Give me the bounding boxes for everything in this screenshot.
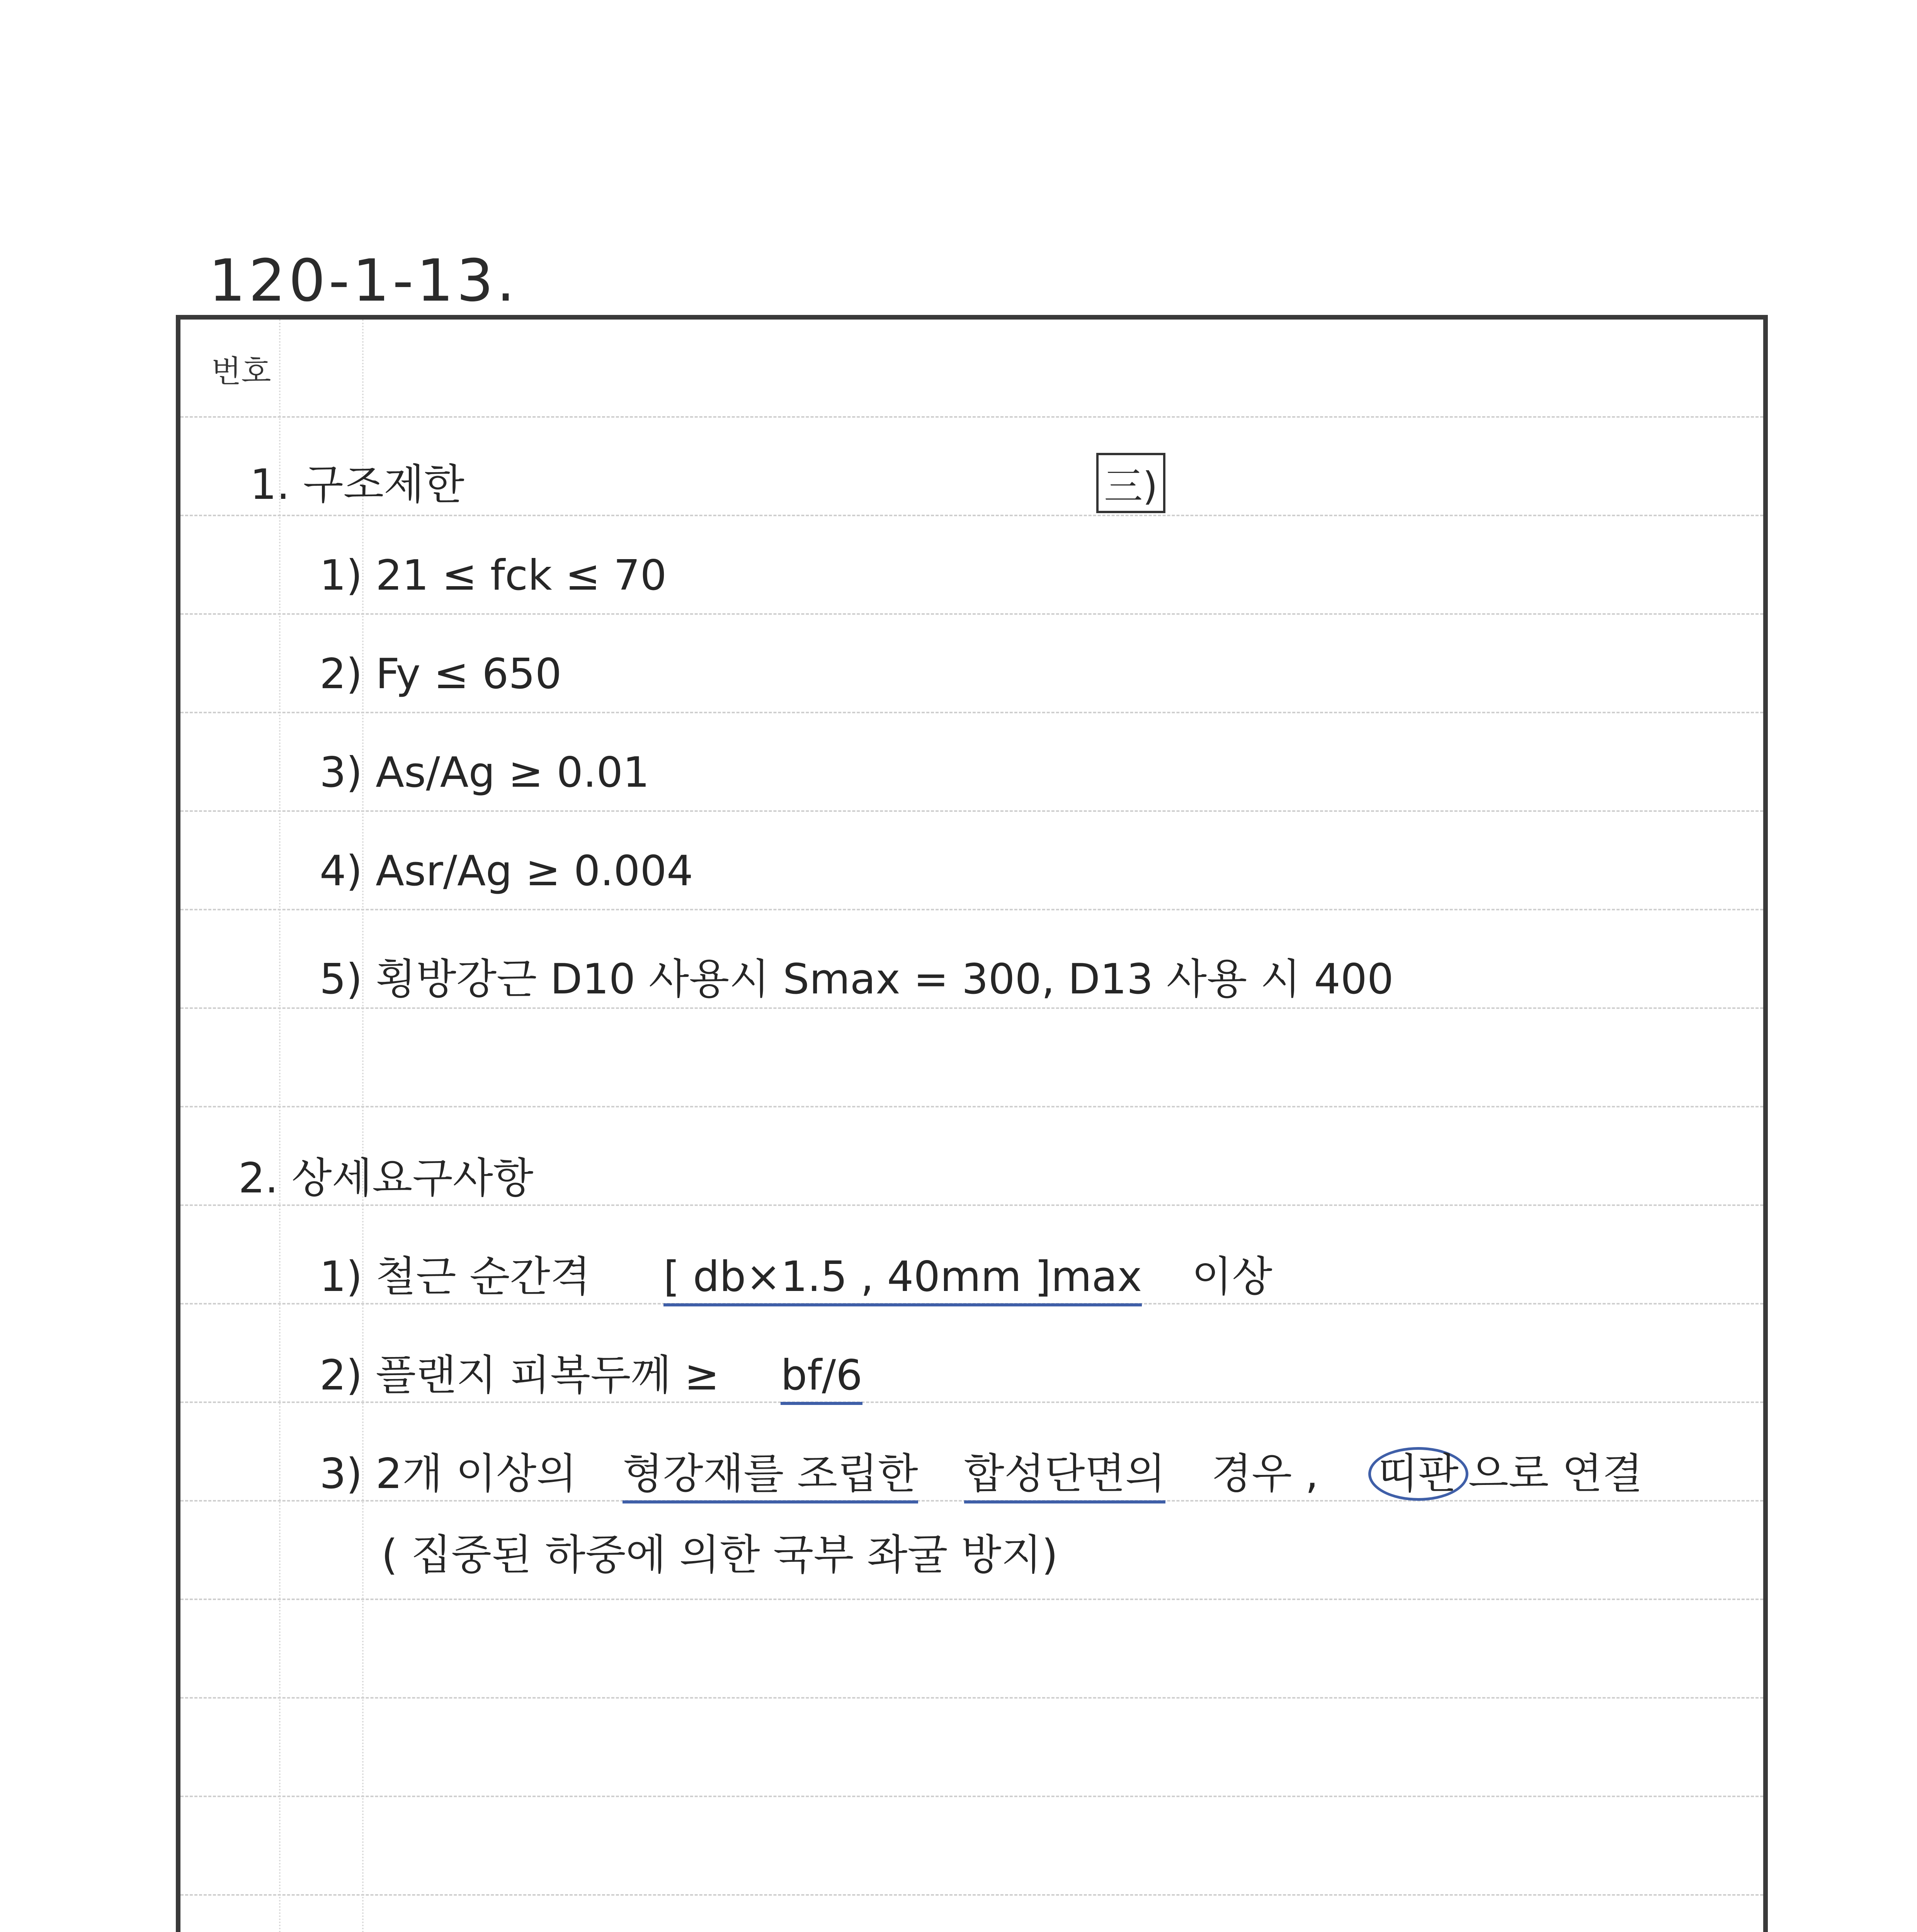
ruled-line (180, 613, 1763, 615)
ruled-line (180, 1204, 1763, 1206)
ruled-line (180, 1401, 1763, 1403)
item2-formula: bf/6 (781, 1351, 862, 1405)
ruled-line (180, 810, 1763, 812)
section1-item-3: 3) As/Ag ≥ 0.01 (320, 748, 650, 797)
ruled-line (180, 1796, 1763, 1797)
item3-mid: 경우 , (1211, 1450, 1319, 1498)
ruled-line (180, 1599, 1763, 1600)
section2-item-3-note: ( 집중된 하중에 의한 국부 좌굴 방지) (381, 1531, 1058, 1579)
section2-title: 2. 상세요구사항 (238, 1154, 534, 1202)
ruled-line (180, 1007, 1763, 1009)
ruled-line (180, 712, 1763, 713)
item2-prefix: 2) 플랜지 피복두께 ≥ (320, 1351, 720, 1400)
margin-line-inner (279, 320, 281, 1932)
ruled-line (180, 515, 1763, 516)
page-id: 120-1-13. (209, 247, 518, 315)
section2-item-3 (320, 1440, 1643, 1500)
item1-suffix: 이상 (1191, 1253, 1272, 1301)
item3-suffix: 으로 연결 (1468, 1450, 1643, 1498)
item3-underlined-1: 형강재를 조립한 (623, 1450, 918, 1503)
section2-item-1 (320, 1243, 1272, 1303)
section1-title: 1. 구조제한 (250, 461, 464, 509)
item1-formula: [ db×1.5 , 40mm ]max (663, 1253, 1142, 1306)
item1-prefix: 1) 철근 순간격 (320, 1253, 591, 1301)
ruled-line (180, 909, 1763, 910)
item3-underlined-2: 합성단면의 (964, 1450, 1166, 1503)
section1-item-5: 5) 횡방강근 D10 사용시 Smax = 300, D13 사용 시 400 (320, 955, 1394, 1003)
item3-circled: 띠판 (1368, 1447, 1468, 1501)
section2-item-2 (320, 1342, 862, 1401)
note-frame (176, 315, 1768, 1932)
ruled-line (180, 416, 1763, 418)
number-label: 번호 (211, 354, 271, 389)
ruled-line (180, 1106, 1763, 1107)
ruled-line (180, 1894, 1763, 1896)
section1-item-2: 2) Fy ≤ 650 (320, 650, 562, 698)
section1-item-1: 1) 21 ≤ fck ≤ 70 (320, 551, 667, 600)
marker-stamp: 三) (1096, 453, 1165, 513)
item3-prefix: 3) 2개 이상의 (320, 1450, 577, 1498)
ruled-line (180, 1697, 1763, 1699)
section1-item-4: 4) Asr/Ag ≥ 0.004 (320, 847, 693, 895)
